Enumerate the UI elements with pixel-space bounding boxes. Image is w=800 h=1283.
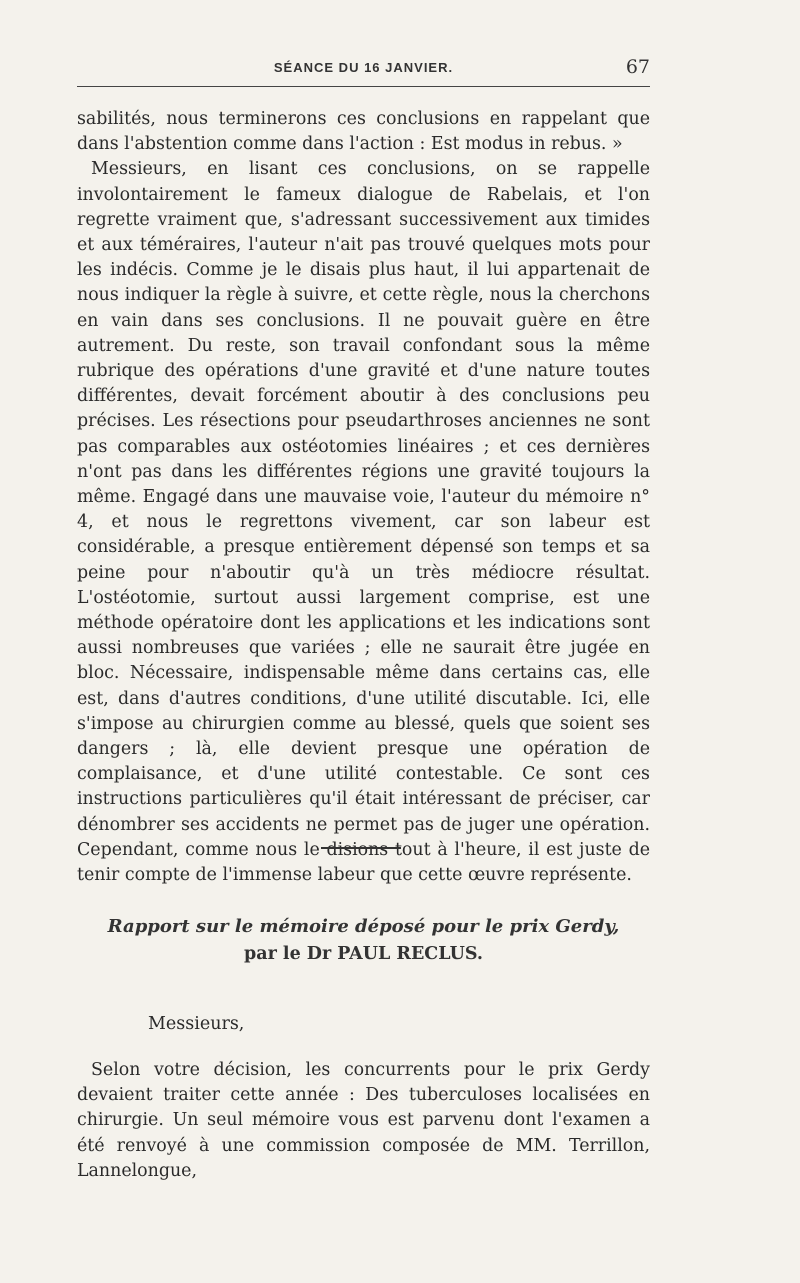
report-paragraph-text: Selon votre décision, les concurrents pour le prix Gerdy devaient traiter cette année : Des tuberculoses localisées en chirurgie. Un seul mémoire vous est parvenu dont l'examen a été renvoyé à une commission composée de MM. Terrillon, Lannelongue,: [77, 1060, 650, 1181]
running-head: [77, 56, 650, 86]
paragraph-continuation: sabilités, nous terminerons ces conclusions en rappelant que dans l'abstention comme dans l'action : Est modus in rebus. »: [77, 109, 650, 155]
main-text: [77, 107, 650, 888]
running-title: SÉANCE DU 16 JANVIER.: [273, 60, 454, 75]
report-paragraph: [77, 1058, 650, 1184]
page-number: 67: [625, 56, 650, 78]
paragraph-messieurs: Messieurs, en lisant ces conclusions, on se rappelle involontairement le fameux dialogue de Rabelais, et l'on regrette vraiment que, s'adressant successivement aux timides et aux téméraires, l'auteur n'ait pas trouvé quelques mots pour les indécis. Comme je le disais plus haut, il lui appartenait de nous indiquer la règle à suivre, et cette règle, nous la cherchons en vain dans ses conclusions. Il ne pouvait guère en être autrement. Du reste, son travail confondant sous la même rubrique des opérations d'une gravité et d'une nature toutes différentes, devait forcément aboutir à des conclusions peu précises. Les résections pour pseudarthroses anciennes ne sont pas comparables aux ostéotomies linéaires ; et ces dernières n'ont pas dans les différentes régions une gravité toujours la même. Engagé dans une mauvaise voie, l'auteur du mémoire n° 4, et nous le regrettons vivement, car son labeur est considérable, a presque entièrement dépensé son temps et sa peine pour n'aboutir qu'à un très médiocre résultat. L'ostéotomie, surtout aussi largement comprise, est une méthode opératoire dont les applications et les indications sont aussi nombreuses que variées ; elle ne saurait être jugée en bloc. Nécessaire, indispensable même dans certains cas, elle est, dans d'autres conditions, d'une utilité discutable. Ici, elle s'impose au chirurgien comme au blessé, quels que soient ses dangers ; là, elle devient presque une opération de complaisance, et d'une utilité contestable. Ce sont ces instructions particulières qu'il était intéressant de préciser, car dénombrer ses accidents ne permet pas de juger une opération. Cependant, comme nous le disions tout à l'heure, il est juste de tenir compte de l'immense labeur que cette œuvre représente.: [77, 159, 650, 886]
report-title: Rapport sur le mémoire déposé pour le prix Gerdy,: [107, 916, 620, 937]
section-separator: [321, 847, 401, 849]
header-rule: [77, 86, 650, 87]
report-byline: par le Dr PAUL RECLUS.: [244, 944, 483, 964]
report-salutation: Messieurs,: [148, 1014, 245, 1034]
